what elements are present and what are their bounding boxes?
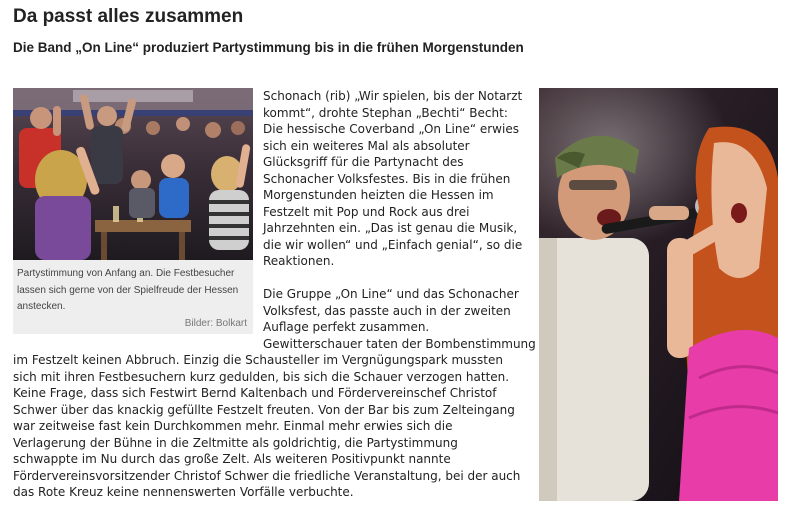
article-subtitle: Die Band „On Line“ produziert Partystimmung bis in die frühen Morgenstunden xyxy=(13,40,524,55)
body-line: Schwer über das knackig gefüllte Festzelt freuten. Von der Bar bis zum Zelteingang xyxy=(13,402,515,417)
body-line: Volksfest, das passte auch in der zweiten xyxy=(263,303,511,318)
article-title: Da passt alles zusammen xyxy=(13,6,244,27)
body-line: Morgenstunden heizten die Hessen im xyxy=(263,188,494,202)
band-photo-image xyxy=(539,88,778,501)
body-line: Auflage perfekt zusammen. xyxy=(263,320,430,334)
body-line: Verlagerung der Bühne in die Zeltmitte als goldrichtig, die Partystimmung xyxy=(13,435,458,450)
caption-line: lassen sich gerne von der Spielfreude der Hessen xyxy=(17,284,239,296)
caption-line: anstecken. xyxy=(17,301,66,312)
body-line: war zeitweise fast kein Durchkommen mehr. Einmal mehr erwies sich die xyxy=(13,419,453,433)
body-line: im Festzelt keinen Abbruch. Einzig die Schausteller im Vergnügungspark mussten xyxy=(13,353,503,367)
band-photo[interactable] xyxy=(539,88,778,501)
body-line: sich ein weiteres Mal als absoluter xyxy=(263,138,470,153)
photo-caption-text xyxy=(17,266,249,316)
body-line: Die hessische Coverband „On Line“ erwies xyxy=(263,122,519,136)
body-line: Schonach (rib) „Wir spielen, bis der Notarzt xyxy=(263,89,523,103)
body-line: Reaktionen. xyxy=(263,254,335,268)
photo-credit: Bilder: Bolkart xyxy=(184,318,247,329)
caption-line: Partystimmung von Anfang an. Die Festbesucher xyxy=(17,268,235,279)
body-line: Glücksgriff für die Partynacht des xyxy=(263,155,464,169)
body-line: Gewitterschauer taten der Bombenstimmung xyxy=(263,336,536,351)
body-line: kommt“, drohte Stephan „Bechti“ Becht: xyxy=(263,105,508,120)
body-line: schwappte im Nu durch das große Zelt. Als weiteren Positivpunkt nannte xyxy=(13,452,451,466)
photo-caption xyxy=(13,260,253,334)
body-line: Keine Frage, dass sich Festwirt Bernd Kaltenbach und Fördervereinschef Christof xyxy=(13,386,497,400)
body-line: Die Gruppe „On Line“ und das Schonacher xyxy=(263,287,519,301)
body-line: Festzelt mit Pop und Rock aus drei xyxy=(263,204,470,219)
body-line: Jahrzehnten ein. „Das ist genau die Musik, xyxy=(263,221,518,235)
body-line: das Rote Kreuz keine nennenswerten Vorfälle verbuchte. xyxy=(13,485,354,499)
body-line: Schonacher Volksfestes. Bis in die frühen xyxy=(263,171,511,186)
crowd-photo[interactable] xyxy=(13,88,253,260)
body-line: die wir wollen“ und „Einfach genial“, so die xyxy=(263,237,523,252)
crowd-photo-image xyxy=(13,88,253,260)
body-line: sich mit ihren Festbesuchern kurz gedulden, bis sich die Schauer verzogen hatten. xyxy=(13,369,510,384)
body-line: Fördervereinsvorsitzender Christof Schwer die friedliche Veranstaltung, bei der auch xyxy=(13,468,521,483)
